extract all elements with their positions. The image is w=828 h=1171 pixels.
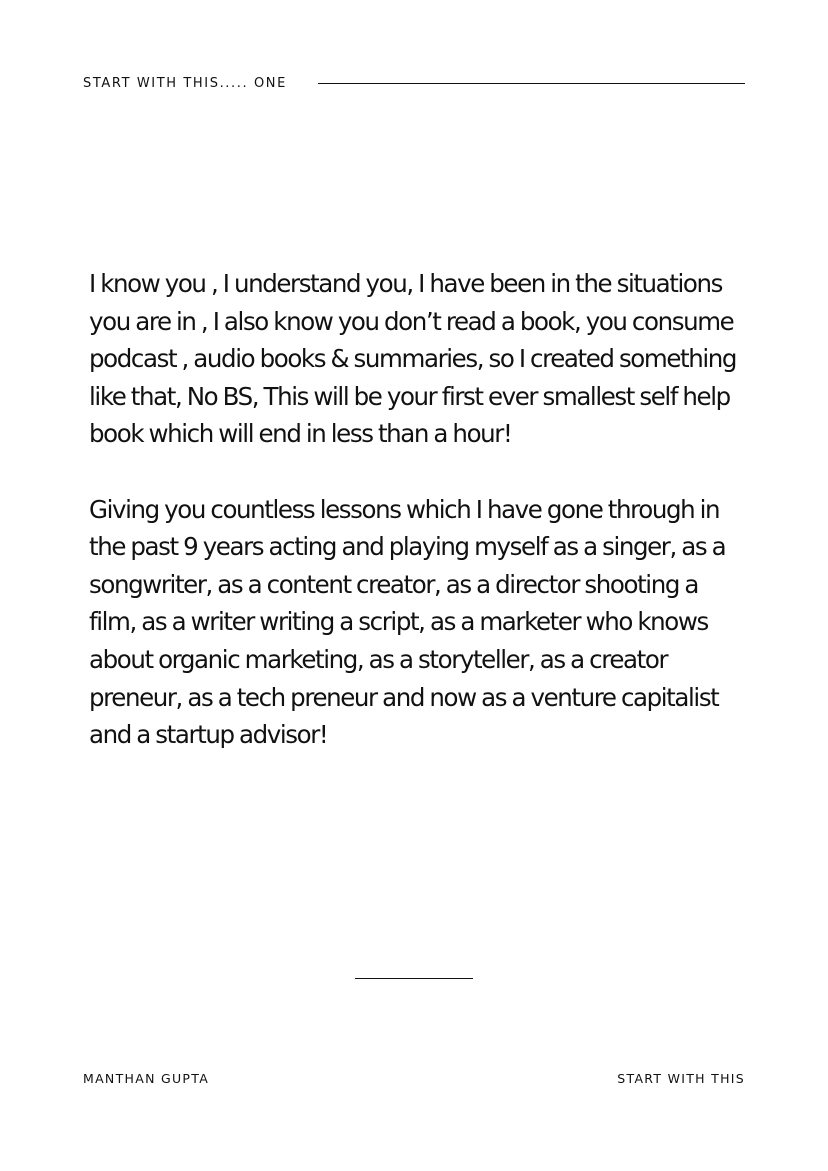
page-header: [83, 74, 745, 92]
paragraph-intro: I know you , I understand you, I have been in the situations you are in , I also know you don’t read a book, you consume podcast , audio books & summaries, so I created something like that, No BS, This will be your first ever smallest self help book which will end in less than a hour!: [89, 269, 737, 449]
header-divider: [318, 83, 745, 84]
body-text: [89, 265, 749, 754]
footer-divider: [355, 978, 473, 979]
paragraph-lessons: Giving you countless lessons which I have gone through in the past 9 years acting and playing myself as a singer, as a songwriter, as a content creator, as a director shooting a film, as a writer writing a script, as a marketer who knows about organic marketing, as a storyteller, as a creator preneur, as a tech preneur and now as a venture capitalist and a startup advisor!: [89, 494, 726, 750]
footer-book-title: START WITH THIS: [617, 1071, 745, 1086]
footer-author: MANTHAN GUPTA: [83, 1071, 210, 1086]
chapter-title: START WITH THIS..... ONE: [83, 75, 287, 91]
